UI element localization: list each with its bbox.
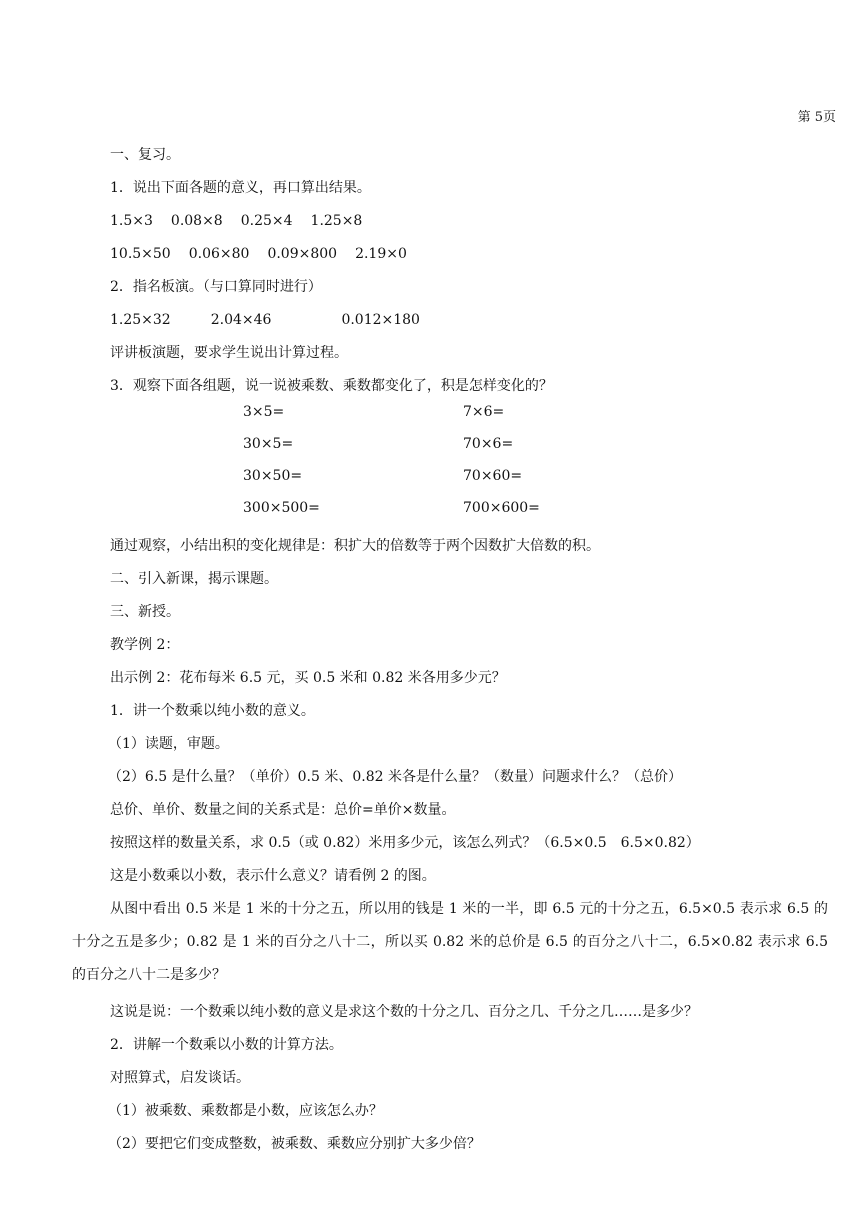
- talk-question-1: （1）被乘数、乘数都是小数，应该怎么办？: [108, 1103, 383, 1119]
- review-item-1: 1．说出下面各题的意义，再口算出结果。: [110, 180, 371, 196]
- oral-row-2: [110, 244, 407, 264]
- expr: 10.5×50: [110, 246, 171, 262]
- point-2: 2．讲解一个数乘以小数的计算方法。: [110, 1037, 343, 1053]
- right-expr: 700×600=: [463, 500, 540, 516]
- right-expr: 7×6=: [463, 404, 505, 420]
- review-item-2: 2．指名板演。（与口算同时进行）: [110, 279, 322, 295]
- review-evaluate: 评讲板演题，要求学生说出计算过程。: [110, 345, 348, 361]
- expr: 0.25×4: [240, 213, 293, 229]
- example-problem: 出示例 2：花布每米 6.5 元，买 0.5 米和 0.82 米各用多少元？: [110, 670, 506, 686]
- right-expr: 70×6=: [463, 436, 514, 452]
- board-row: [110, 310, 420, 330]
- talk: 对照算式，启发谈话。: [110, 1070, 250, 1086]
- review-summary: 通过观察，小结出积的变化规律是：积扩大的倍数等于两个因数扩大倍数的积。: [110, 538, 600, 554]
- conclusion: 这说是说：一个数乘以纯小数的意义是求这个数的十分之几、百分之几、千分之几……是多少？: [110, 1004, 698, 1020]
- relation: 总价、单价、数量之间的关系式是：总价=单价×数量。: [110, 802, 456, 818]
- example-title: 教学例 2：: [110, 637, 180, 653]
- question-1: （1）读题，审题。: [108, 736, 229, 752]
- point-1: 1．讲一个数乘以纯小数的意义。: [110, 703, 315, 719]
- question-2: （2）6.5 是什么量？（单价）0.5 米、0.82 米各是什么量？（数量）问题求什么？（总价）: [108, 769, 682, 785]
- right-expr: 70×60=: [463, 468, 523, 484]
- expr: 1.25×32: [110, 312, 171, 328]
- oral-row-1: [110, 211, 362, 231]
- section-heading-review: 一、复习。: [110, 147, 180, 163]
- talk-question-2: （2）要把它们变成整数，被乘数、乘数应分别扩大多少倍？: [108, 1136, 481, 1152]
- expr: 2.19×0: [355, 246, 407, 262]
- expr: 0.08×8: [170, 213, 223, 229]
- page-number: 第 5页: [797, 110, 836, 125]
- expr: 0.09×800: [267, 246, 338, 262]
- expr: 0.06×80: [188, 246, 250, 262]
- review-item-3: 3．观察下面各组题，说一说被乘数、乘数都变化了，积是怎样变化的？: [110, 378, 553, 394]
- expr: 1.25×8: [310, 213, 363, 229]
- section-heading-intro: 二、引入新课，揭示课题。: [110, 571, 278, 587]
- left-expr: 3×5=: [243, 404, 285, 420]
- section-heading-new: 三、新授。: [110, 604, 180, 620]
- left-expr: 30×5=: [243, 436, 294, 452]
- left-expr: 300×500=: [243, 500, 320, 516]
- expr: 0.012×180: [341, 312, 420, 328]
- explanation-paragraph: 从图中看出 0.5 米是 1 米的十分之五，所以用的钱是 1 米的一半，即 6.5 元的十分之五，6.5×0.5 表示求 6.5 的十分之五是多少；0.82 是 1 米的百分之八十二，所以买 0.82 米的总价是 6.5 的百分之八十二，6.5×0.82 表示求 6.5 的百分之八十二是多少？: [72, 901, 828, 983]
- left-expr: 30×50=: [243, 468, 303, 484]
- formula: 按照这样的数量关系，求 0.5（或 0.82）米用多少元，该怎么列式？（6.5×0.5 6.5×0.82）: [110, 835, 700, 851]
- meaning-question: 这是小数乘以小数，表示什么意义？请看例 2 的图。: [110, 868, 436, 884]
- expr: 1.5×3: [110, 213, 153, 229]
- expr: 2.04×46: [210, 312, 272, 328]
